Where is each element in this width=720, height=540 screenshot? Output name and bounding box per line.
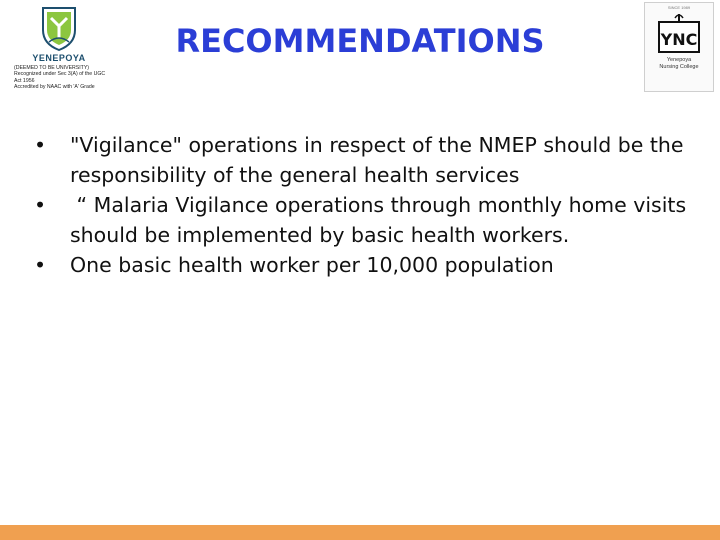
nursing-college-logo [644, 2, 714, 92]
yenepoya-university-logo [6, 4, 112, 96]
slide-title: RECOMMENDATIONS [175, 22, 545, 60]
nursing-college-emblem-icon [655, 12, 703, 56]
yenepoya-logo-line: Recognized under Sec 3(A) of the UGC Act 1956 [14, 71, 106, 84]
bullet-marker: • [33, 253, 47, 277]
nursing-college-caption [645, 57, 713, 70]
yenepoya-logo-name: YENEPOYA [32, 53, 86, 63]
nursing-college-caption-line: Yenepoya [666, 57, 692, 63]
bullet-marker: • [33, 193, 47, 217]
yenepoya-emblem-icon [37, 4, 81, 52]
yenepoya-logo-line: (DEEMED TO BE UNIVERSITY) [14, 65, 90, 71]
bullet-text: “ Malaria Vigilance operations through monthly home visits should be implemented by basic health workers. [70, 193, 693, 247]
bullet-item [30, 250, 700, 280]
yenepoya-logo-line: Accredited by NAAC with 'A' Grade [14, 84, 95, 91]
bullet-text: "Vigilance" operations in respect of the NMEP should be the responsibility of the general health services [70, 133, 684, 187]
bullet-marker: • [33, 133, 47, 157]
footer-bar [0, 525, 720, 540]
bullet-item [30, 190, 700, 250]
bullet-item [30, 130, 700, 190]
bullet-text: One basic health worker per 10,000 population [70, 253, 554, 277]
yenepoya-logo-subtext [6, 65, 112, 91]
bullet-list [30, 130, 700, 280]
nursing-college-caption-line: Nursing College [659, 63, 699, 70]
nursing-college-monogram: YNC [660, 30, 698, 49]
nursing-college-logo-toptext: SINCE 1989 [667, 5, 691, 10]
